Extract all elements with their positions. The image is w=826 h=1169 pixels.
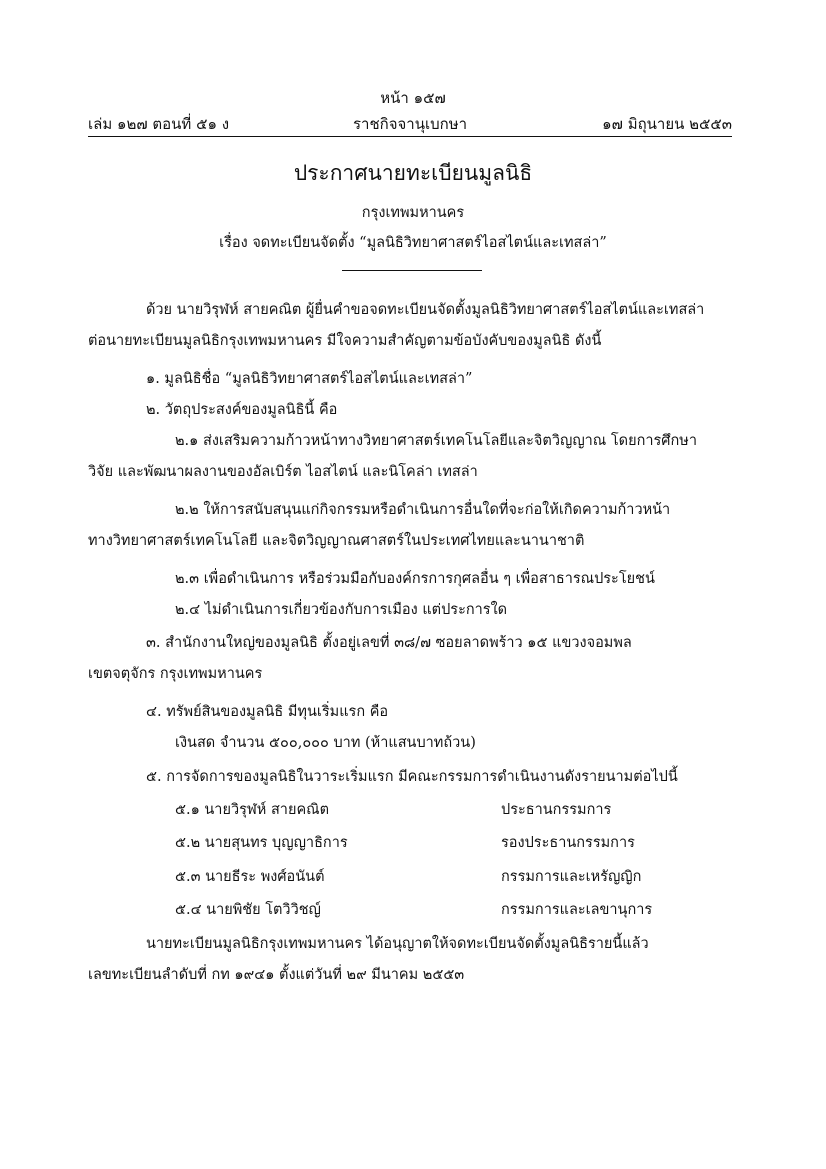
clause-2-4: ๒.๔ ไม่ดำเนินการเกี่ยวข้องกับการเมือง แต่ประการใด <box>175 602 508 618</box>
clause-3-line-1: ๓. สำนักงานใหญ่ของมูลนิธิ ตั้งอยู่เลขที่ ๓๘/๗ ซอยลาดพร้าว ๑๕ แขวงจอมพล <box>146 635 632 651</box>
clause-2-2-line-2: ทางวิทยาศาสตร์เทคโนโลยี และจิตวิญญาณศาสตร์ในประเทศไทยและนานาชาติ <box>88 533 585 549</box>
intro-line-1: ด้วย นายวิรุฬห์ สายคณิต ผู้ยื่นคำขอจดทะเบียนจัดตั้งมูลนิธิวิทยาศาสตร์ไอสไตน์และเทสล่า <box>146 302 705 318</box>
clause-4: ๔. ทรัพย์สินของมูลนิธิ มีทุนเริ่มแรก คือ <box>146 704 389 720</box>
intro-line-2: ต่อนายทะเบียนมูลนิธิกรุงเทพมหานคร มีใจความสำคัญตามข้อบังคับของมูลนิธิ ดังนี้ <box>88 333 602 349</box>
title-divider <box>342 270 482 271</box>
committee-member-name: ๕.๓ นายธีระ พงศ์อนันต์ <box>175 869 325 885</box>
clause-1: ๑. มูลนิธิชื่อ “มูลนิธิวิทยาศาสตร์ไอสไตน์และเทสล่า” <box>146 371 473 387</box>
committee-member-role: ประธานกรรมการ <box>501 802 612 818</box>
header-divider <box>88 136 732 137</box>
clause-3-line-2: เขตจตุจักร กรุงเทพมหานคร <box>88 666 263 682</box>
clause-5: ๕. การจัดการของมูลนิธิในวาระเริ่มแรก มีคณะกรรมการดำเนินงานดังรายนามต่อไปนี้ <box>146 769 678 785</box>
publication-name: ราชกิจจานุเบกษา <box>352 115 468 133</box>
committee-member-role: รองประธานกรรมการ <box>501 835 635 851</box>
clause-2-2-line-1: ๒.๒ ให้การสนับสนุนแก่กิจกรรมหรือดำเนินการอื่นใดที่จะก่อให้เกิดความก้าวหน้า <box>175 502 671 518</box>
committee-member-name: ๕.๔ นายพิชัย โตวิวิชญ์ <box>175 902 321 918</box>
clause-2: ๒. วัตถุประสงค์ของมูลนิธินี้ คือ <box>146 402 338 418</box>
page-number: หน้า ๑๕๗ <box>380 89 446 107</box>
announcement-subject: เรื่อง จดทะเบียนจัดตั้ง “มูลนิธิวิทยาศาสตร์ไอสไตน์และเทสล่า” <box>219 235 607 251</box>
closing-line-1: นายทะเบียนมูลนิธิกรุงเทพมหานคร ได้อนุญาตให้จดทะเบียนจัดตั้งมูลนิธิรายนี้แล้ว <box>146 936 649 952</box>
announcement-location: กรุงเทพมหานคร <box>361 205 465 221</box>
closing-line-2: เลขทะเบียนลำดับที่ กท ๑๙๔๑ ตั้งแต่วันที่ ๒๙ มีนาคม ๒๕๕๓ <box>88 967 465 983</box>
clause-2-1-line-2: วิจัย และพัฒนาผลงานของอัลเบิร์ต ไอสไตน์ และนิโคล่า เทสล่า <box>88 464 478 480</box>
committee-member-name: ๕.๒ นายสุนทร บุญญาธิการ <box>175 835 348 851</box>
announcement-title: ประกาศนายทะเบียนมูลนิธิ <box>293 161 533 185</box>
clause-2-1-line-1: ๒.๑ ส่งเสริมความก้าวหน้าทางวิทยาศาสตร์เทคโนโลยีและจิตวิญญาณ โดยการศึกษา <box>175 433 697 449</box>
committee-member-role: กรรมการและเหรัญญิก <box>501 869 642 885</box>
volume-issue: เล่ม ๑๒๗ ตอนที่ ๕๑ ง <box>88 115 230 133</box>
clause-2-3: ๒.๓ เพื่อดำเนินการ หรือร่วมมือกับองค์กรการกุศลอื่น ๆ เพื่อสาธารณประโยชน์ <box>175 571 655 587</box>
publication-date: ๑๗ มิถุนายน ๒๕๕๓ <box>602 115 732 133</box>
committee-member-name: ๕.๑ นายวิรุฬห์ สายคณิต <box>175 802 330 818</box>
clause-4-cash: เงินสด จำนวน ๕๐๐,๐๐๐ บาท (ห้าแสนบาทถ้วน) <box>175 735 476 751</box>
committee-member-role: กรรมการและเลขานุการ <box>501 902 653 918</box>
